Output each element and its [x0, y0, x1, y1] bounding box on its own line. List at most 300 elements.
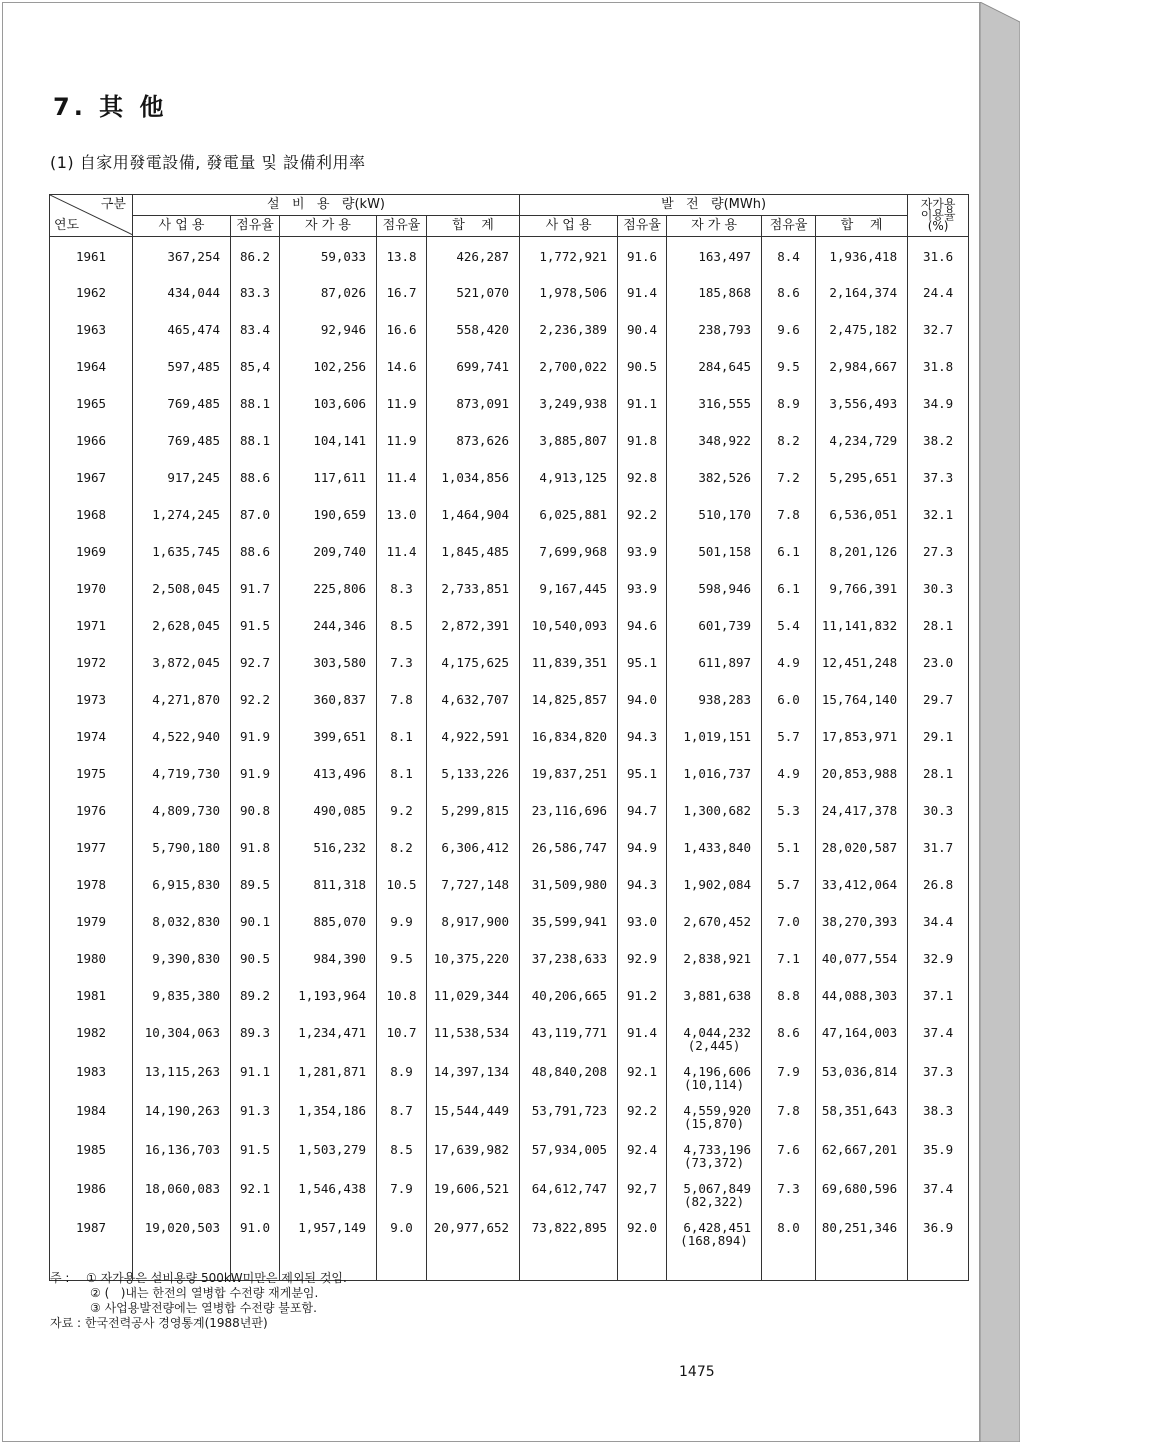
cell-cap-share	[231, 540, 280, 577]
cell-utilization-rate-value: 24.4	[923, 284, 954, 300]
cell-gen-total	[816, 910, 908, 947]
cell-cap-utility-value: 769,485	[167, 432, 220, 448]
cell-gen-utility-value: 53,791,723	[531, 1102, 608, 1118]
cell-gen-private-value: 4,559,920	[683, 1102, 752, 1118]
cell-gen-total	[816, 725, 908, 762]
cell-gen-total-value: 28,020,587	[821, 839, 898, 855]
cell-gen-total	[816, 540, 908, 577]
cell-cap-private-value: 303,580	[313, 654, 366, 670]
cell-cap-utility	[133, 762, 231, 799]
cell-gen-utility	[520, 762, 618, 799]
cell-cap-utility	[133, 392, 231, 429]
cell-gen-total-value: 2,984,667	[829, 358, 898, 374]
cell-gen-total	[816, 836, 908, 873]
cell-cap-utility-value: 6,915,830	[152, 876, 220, 892]
cell-cap-private	[280, 318, 377, 355]
note-3: ③ 사업용발전량에는 열병합 수전량 불포함.	[90, 1301, 317, 1315]
cell-utilization-rate	[908, 540, 969, 577]
table-row	[50, 910, 969, 947]
cell-cap-utility-value: 16,136,703	[144, 1141, 220, 1157]
cell-cap-total	[427, 910, 520, 947]
cell-cap-share	[231, 318, 280, 355]
cell-gen-total	[816, 392, 908, 429]
cell-cap-private-share-value: 9.5	[390, 950, 413, 966]
cell-cap-share-value: 91.8	[239, 839, 271, 855]
cell-cap-utility-value: 8,032,830	[152, 913, 220, 929]
cell-cap-private-value: 516,232	[313, 839, 366, 855]
cell-gen-utility	[520, 1216, 618, 1281]
corner-header-year: 연도	[54, 218, 80, 233]
cell-gen-private-share	[762, 1021, 816, 1060]
header-cap-share: 점유율	[231, 216, 280, 237]
cell-year-value: 1977	[75, 839, 107, 855]
cell-gen-total-value: 38,270,393	[821, 913, 898, 929]
cell-cap-share-value: 91.0	[239, 1219, 271, 1235]
cell-cap-total	[427, 984, 520, 1021]
cell-cap-private	[280, 1177, 377, 1216]
cell-gen-share	[618, 836, 667, 873]
table-row	[50, 836, 969, 873]
cell-cap-utility	[133, 429, 231, 466]
cell-cap-private	[280, 836, 377, 873]
cell-cap-share	[231, 799, 280, 836]
cell-gen-private-subvalue: (73,372)	[683, 1154, 745, 1170]
cell-cap-share	[231, 614, 280, 651]
cell-cap-utility	[133, 799, 231, 836]
cell-cap-share-value: 91.1	[239, 1063, 271, 1079]
cell-gen-share-value: 90.4	[626, 321, 658, 337]
cell-gen-total-value: 6,536,051	[829, 506, 898, 522]
section-title: 7. 其 他	[53, 93, 168, 121]
cell-gen-share	[618, 614, 667, 651]
cell-gen-private	[667, 1216, 762, 1281]
cell-gen-share	[618, 540, 667, 577]
cell-utilization-rate-value: 29.7	[923, 691, 954, 707]
table-row	[50, 237, 969, 281]
cell-cap-private-share	[377, 799, 427, 836]
corner-header-category: 구분	[100, 197, 126, 212]
cell-cap-utility-value: 2,508,045	[152, 580, 220, 596]
cell-cap-private-value: 1,234,471	[298, 1024, 366, 1040]
cell-cap-share	[231, 873, 280, 910]
cell-gen-private	[667, 281, 762, 318]
cell-gen-share	[618, 1216, 667, 1281]
cell-cap-share-value: 88.1	[239, 395, 271, 411]
cell-cap-private-share-value: 8.9	[390, 1063, 413, 1079]
cell-cap-private-share	[377, 984, 427, 1021]
table-body	[50, 237, 969, 1281]
cell-gen-private-value: 501,158	[698, 543, 752, 559]
cell-gen-total-value: 15,764,140	[821, 691, 898, 707]
cell-utilization-rate	[908, 577, 969, 614]
cell-utilization-rate-value: 38.2	[923, 432, 954, 448]
cell-cap-private-share-value: 13.8	[386, 249, 417, 264]
cell-utilization-rate-value: 34.4	[923, 913, 954, 929]
cell-cap-total-value: 521,070	[456, 284, 510, 300]
cell-gen-total	[816, 237, 908, 281]
cell-gen-private	[667, 540, 762, 577]
cell-cap-total-value: 11,538,534	[433, 1024, 510, 1040]
cell-year-value: 1968	[75, 506, 107, 522]
cell-gen-private-share	[762, 1138, 816, 1177]
cell-gen-private-share-value: 4.9	[777, 765, 800, 781]
cell-gen-utility-value: 10,540,093	[531, 617, 608, 633]
cell-gen-total	[816, 1060, 908, 1099]
cell-cap-total-value: 5,299,815	[441, 802, 510, 818]
cell-cap-share-value: 85,4	[239, 358, 271, 374]
cell-gen-private-share	[762, 281, 816, 318]
cell-cap-utility	[133, 1021, 231, 1060]
table-row	[50, 318, 969, 355]
cell-cap-private-share-value: 8.2	[390, 839, 413, 855]
cell-gen-total	[816, 651, 908, 688]
cell-cap-share-value: 90.5	[239, 950, 271, 966]
cell-gen-share-value: 93.9	[626, 580, 658, 596]
cell-gen-share-value: 92.0	[626, 1219, 658, 1235]
cell-gen-private-share-value: 8.6	[777, 1024, 800, 1040]
cell-cap-private-share-value: 8.3	[390, 580, 413, 596]
cell-gen-private-share	[762, 1177, 816, 1216]
cell-gen-private-share	[762, 1099, 816, 1138]
cell-gen-private-value: 6,428,451	[683, 1219, 752, 1235]
cell-utilization-rate	[908, 873, 969, 910]
cell-year-value: 1986	[75, 1180, 107, 1196]
cell-cap-share-value: 88.1	[239, 432, 271, 448]
cell-gen-utility	[520, 355, 618, 392]
cell-utilization-rate	[908, 1099, 969, 1138]
cell-cap-share	[231, 1060, 280, 1099]
cell-gen-share-value: 92.2	[626, 506, 658, 522]
cell-utilization-rate	[908, 799, 969, 836]
cell-cap-share	[231, 984, 280, 1021]
cell-year	[50, 910, 133, 947]
cell-cap-share	[231, 836, 280, 873]
cell-cap-private-value: 209,740	[313, 543, 366, 559]
cell-year-value: 1966	[75, 432, 107, 448]
cell-gen-utility	[520, 910, 618, 947]
cell-year	[50, 237, 133, 281]
cell-cap-total	[427, 429, 520, 466]
cell-cap-share-value: 83.4	[239, 321, 271, 337]
cell-cap-total	[427, 762, 520, 799]
cell-gen-share	[618, 984, 667, 1021]
cell-gen-private	[667, 614, 762, 651]
cell-cap-utility	[133, 651, 231, 688]
cell-cap-private-share	[377, 1099, 427, 1138]
cell-gen-total	[816, 799, 908, 836]
cell-cap-total-value: 558,420	[456, 321, 510, 337]
cell-cap-share-value: 89.3	[239, 1024, 271, 1040]
cell-gen-private	[667, 503, 762, 540]
cell-year-value: 1970	[75, 580, 107, 596]
cell-gen-private-share	[762, 466, 816, 503]
cell-cap-private	[280, 237, 377, 281]
cell-gen-private-value: 238,793	[698, 321, 752, 337]
cell-year	[50, 799, 133, 836]
cell-cap-total-value: 14,397,134	[433, 1063, 510, 1079]
cell-cap-total	[427, 614, 520, 651]
group-header-generation: 발 전 량(MWh)	[520, 195, 908, 216]
cell-gen-private-share-value: 5.7	[777, 728, 800, 744]
cell-gen-total	[816, 1021, 908, 1060]
cell-cap-share	[231, 1099, 280, 1138]
cell-cap-utility-value: 597,485	[167, 358, 220, 374]
cell-year	[50, 577, 133, 614]
cell-gen-total	[816, 429, 908, 466]
cell-gen-private-share	[762, 577, 816, 614]
cell-cap-total	[427, 1177, 520, 1216]
cell-gen-private-share-value: 7.8	[777, 1102, 800, 1118]
cell-cap-share	[231, 651, 280, 688]
cell-year	[50, 873, 133, 910]
cell-gen-private-subvalue: (2,445)	[687, 1037, 741, 1053]
cell-gen-total-value: 69,680,596	[821, 1180, 898, 1196]
cell-utilization-rate-value: 29.1	[923, 728, 954, 744]
cell-utilization-rate-value: 35.9	[923, 1141, 954, 1157]
cell-year	[50, 540, 133, 577]
cell-cap-private-value: 117,611	[313, 469, 366, 485]
cell-year	[50, 466, 133, 503]
cell-cap-total-value: 10,375,220	[433, 950, 510, 966]
cell-cap-share-value: 88.6	[239, 469, 271, 485]
cell-gen-total-value: 53,036,814	[821, 1063, 898, 1079]
cell-gen-share-value: 91.4	[626, 1024, 658, 1040]
cell-cap-share	[231, 237, 280, 281]
header-cap-private-share: 점유율	[377, 216, 427, 237]
cell-gen-utility-value: 37,238,633	[531, 950, 608, 966]
cell-year-value: 1982	[75, 1024, 107, 1040]
cell-cap-utility	[133, 281, 231, 318]
cell-utilization-rate-value: 37.3	[923, 1063, 954, 1079]
cell-gen-private-share	[762, 503, 816, 540]
cell-cap-share-value: 90.8	[239, 802, 271, 818]
cell-gen-private	[667, 836, 762, 873]
cell-gen-utility-value: 1,772,921	[539, 249, 608, 264]
cell-cap-total-value: 15,544,449	[433, 1102, 510, 1118]
cell-gen-utility	[520, 281, 618, 318]
cell-gen-share	[618, 429, 667, 466]
cell-cap-private-value: 490,085	[313, 802, 366, 818]
cell-cap-private-share-value: 10.8	[386, 987, 417, 1003]
cell-cap-private	[280, 651, 377, 688]
cell-gen-private	[667, 466, 762, 503]
cell-gen-private-share	[762, 540, 816, 577]
cell-gen-total-value: 33,412,064	[821, 876, 898, 892]
cell-gen-private-value: 284,645	[698, 358, 752, 374]
cell-gen-total-value: 58,351,643	[821, 1102, 898, 1118]
cell-gen-share	[618, 577, 667, 614]
cell-cap-share-value: 86.2	[239, 249, 271, 264]
cell-year-value: 1961	[75, 249, 107, 264]
cell-gen-share	[618, 725, 667, 762]
cell-cap-total-value: 699,741	[456, 358, 510, 374]
cell-gen-share-value: 91.2	[626, 987, 658, 1003]
cell-gen-share	[618, 910, 667, 947]
cell-gen-private-value: 1,902,084	[683, 876, 752, 892]
cell-gen-private-share-value: 7.3	[777, 1180, 800, 1196]
cell-utilization-rate-value: 31.7	[923, 839, 954, 855]
cell-year-value: 1971	[75, 617, 107, 633]
cell-gen-utility	[520, 725, 618, 762]
cell-gen-private-share-value: 8.2	[777, 432, 800, 448]
cell-cap-private-value: 984,390	[313, 950, 366, 966]
cell-gen-total	[816, 503, 908, 540]
cell-gen-private-value: 348,922	[698, 432, 752, 448]
cell-cap-utility	[133, 614, 231, 651]
cell-cap-utility	[133, 466, 231, 503]
cell-cap-utility	[133, 984, 231, 1021]
cell-cap-private-share	[377, 725, 427, 762]
cell-year	[50, 318, 133, 355]
cell-cap-private-share	[377, 503, 427, 540]
cell-gen-private-share	[762, 799, 816, 836]
cell-cap-private-share-value: 11.4	[386, 543, 417, 559]
cell-cap-utility-value: 769,485	[167, 395, 220, 411]
cell-utilization-rate-value: 27.3	[923, 543, 954, 559]
cell-cap-private	[280, 614, 377, 651]
cell-gen-private-share	[762, 1216, 816, 1281]
cell-cap-private-share-value: 7.8	[390, 691, 413, 707]
cell-year	[50, 688, 133, 725]
cell-gen-private-subvalue: (15,870)	[683, 1115, 745, 1131]
cell-cap-share	[231, 1177, 280, 1216]
cell-cap-private-share	[377, 281, 427, 318]
cell-gen-utility-value: 2,700,022	[539, 358, 608, 374]
cell-utilization-rate-value: 31.6	[923, 249, 954, 264]
table-row	[50, 799, 969, 836]
cell-cap-total	[427, 725, 520, 762]
cell-cap-private-share-value: 10.5	[386, 876, 417, 892]
cell-cap-utility	[133, 1099, 231, 1138]
table-row	[50, 1177, 969, 1216]
cell-cap-private-share	[377, 318, 427, 355]
cell-cap-private-share	[377, 762, 427, 799]
cell-utilization-rate	[908, 688, 969, 725]
cell-cap-total-value: 1,034,856	[441, 469, 510, 485]
cell-gen-total-value: 12,451,248	[821, 654, 898, 670]
cell-cap-private-share	[377, 540, 427, 577]
cell-gen-utility-value: 48,840,208	[531, 1063, 608, 1079]
cell-year	[50, 947, 133, 984]
cell-cap-private-share	[377, 688, 427, 725]
cell-gen-utility	[520, 237, 618, 281]
cell-gen-private-share-value: 6.1	[777, 580, 800, 596]
cell-gen-private-share-value: 7.8	[777, 506, 800, 522]
cell-utilization-rate-value: 37.4	[923, 1180, 954, 1196]
cell-cap-total	[427, 318, 520, 355]
cell-cap-private-share	[377, 1138, 427, 1177]
cell-gen-share	[618, 392, 667, 429]
cell-gen-share	[618, 799, 667, 836]
power-generation-table	[49, 194, 969, 1281]
cell-gen-share-value: 94.3	[626, 876, 658, 892]
cell-utilization-rate-value: 26.8	[923, 876, 954, 892]
cell-cap-utility-value: 2,628,045	[152, 617, 220, 633]
cell-utilization-rate-value: 32.9	[923, 950, 954, 966]
cell-cap-private	[280, 1099, 377, 1138]
cell-gen-private	[667, 577, 762, 614]
cell-utilization-rate	[908, 1177, 969, 1216]
table-caption: (1) 自家用發電設備, 發電量 및 設備利用率	[50, 153, 366, 172]
cell-gen-private-share	[762, 910, 816, 947]
cell-cap-private-share	[377, 1216, 427, 1281]
cell-gen-private	[667, 1138, 762, 1177]
cell-cap-total-value: 873,626	[456, 432, 510, 448]
cell-gen-private-share	[762, 688, 816, 725]
cell-cap-share-value: 87.0	[239, 506, 271, 522]
notes-label: 주 :	[50, 1271, 70, 1285]
cell-gen-utility-value: 26,586,747	[531, 839, 608, 855]
cell-utilization-rate	[908, 1216, 969, 1281]
cell-gen-private-share	[762, 355, 816, 392]
cell-year-value: 1967	[75, 469, 107, 485]
cell-cap-private-value: 87,026	[320, 284, 366, 300]
cell-cap-utility-value: 434,044	[167, 284, 220, 300]
cell-gen-private-value: 1,300,682	[683, 802, 752, 818]
util-head-line1: 자가용	[920, 197, 956, 211]
cell-gen-utility-value: 11,839,351	[531, 654, 608, 670]
cell-year	[50, 392, 133, 429]
cell-cap-total-value: 4,922,591	[441, 728, 510, 744]
group-header-capacity: 설 비 용 량(kW)	[133, 195, 520, 216]
cell-gen-total-value: 8,201,126	[829, 543, 898, 559]
cell-cap-total-value: 11,029,344	[433, 987, 510, 1003]
cell-utilization-rate	[908, 651, 969, 688]
cell-year-value: 1987	[75, 1219, 107, 1235]
cell-cap-private	[280, 281, 377, 318]
cell-cap-share	[231, 577, 280, 614]
cell-gen-private	[667, 762, 762, 799]
cell-gen-private-share-value: 7.1	[777, 950, 800, 966]
cell-cap-private	[280, 503, 377, 540]
header-cap-total: 합 계	[427, 216, 520, 237]
cell-cap-private-value: 1,957,149	[298, 1219, 366, 1235]
cell-gen-share-value: 95.1	[626, 765, 658, 781]
cell-year	[50, 1099, 133, 1138]
cell-year-value: 1979	[75, 913, 107, 929]
cell-gen-utility	[520, 688, 618, 725]
cell-cap-total-value: 4,175,625	[441, 654, 510, 670]
cell-gen-total	[816, 355, 908, 392]
cell-year-value: 1964	[75, 358, 107, 374]
cell-gen-private-value: 510,170	[698, 506, 752, 522]
cell-gen-private-share-value: 9.6	[777, 321, 800, 337]
table-row	[50, 392, 969, 429]
cell-cap-total	[427, 799, 520, 836]
cell-cap-private-share	[377, 355, 427, 392]
cell-utilization-rate-value: 38.3	[923, 1102, 954, 1118]
cell-gen-share	[618, 1060, 667, 1099]
cell-gen-utility	[520, 799, 618, 836]
cell-gen-utility	[520, 651, 618, 688]
note-2: ② ( )내는 한전의 열병합 수전량 재게분임.	[90, 1286, 319, 1300]
cell-cap-private-share	[377, 910, 427, 947]
cell-cap-total-value: 17,639,982	[433, 1141, 510, 1157]
cell-cap-total	[427, 873, 520, 910]
cell-gen-private-share-value: 7.6	[777, 1141, 800, 1157]
cell-gen-private-share	[762, 725, 816, 762]
cell-gen-share	[618, 1177, 667, 1216]
cell-gen-total	[816, 688, 908, 725]
cell-year	[50, 614, 133, 651]
cell-gen-private-share-value: 5.1	[777, 839, 800, 855]
cell-cap-private-share	[377, 614, 427, 651]
cell-gen-private-value: 4,196,606	[683, 1063, 752, 1079]
cell-gen-total-value: 40,077,554	[821, 950, 898, 966]
cell-cap-total-value: 1,464,904	[441, 506, 510, 522]
cell-cap-share-value: 91.5	[239, 617, 271, 633]
cell-cap-private-share-value: 14.6	[386, 358, 417, 374]
